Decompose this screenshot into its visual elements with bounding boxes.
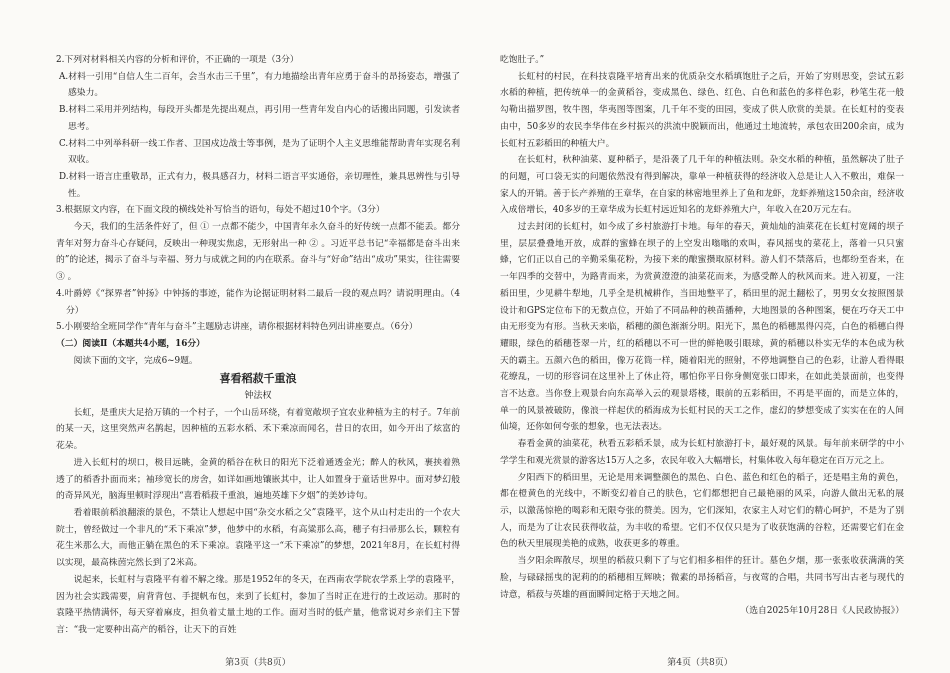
page-number-left: 第3页（共8页） [225,658,291,668]
page-number-right: 第4页（共8页） [667,658,733,668]
reading-instruction: 阅读下面的文字，完成6~9题。 [73,355,198,366]
article-paragraph-9: 夕阳西下的稻田里，无论是用来调整颜色的黑色、白色、蓝色和红色的稻子，还是唱主角的黄色，都在橙黄色的光线中，不断变幻着自己的肤色，它们都想把自己最艳丽的风采，向游人做出无私的展示，以激荡惊艳的喝彩和无限夸张的赞美。因为，它们深知，农家主人对它们的精心呵护，不是为了别人，而是为了让农民获得收益，为丰收的希望。它们不仅仅只是为了收获饱满的谷粒，还需要它们在金色的秋天里展现美艳的成熟，收获更多的尊重。 [500,472,904,550]
q2-option-b: B.材料二采用并列结构，每段开头都是先提出观点，再引用一些青年发自内心的话搬出同题，引发读者思考。 [59,105,460,132]
right-page [500,52,904,620]
article-paragraph-10: 当夕阳余晖散尽，坝里的稻菽只剩下了与它们相多相伴的狂计。墓色夕烟，那一张张收获满满的笑脸，与碌碌摇曳的泥莉的的稻穗相互辉映；微素的昂扬稻音，与夜莺的合唱，共同书写出古老与现代的诗意，稻菽与英雄的画面瞬间定格于天地之间。 [500,556,904,600]
question-4: 4.叶爵婷《“探界者”钟扬》中钟扬的事迹，能作为论据证明材料二最后一段的观点吗？请说明理由。（4分） [56,288,460,316]
question-5: 5.小刚要给全班同学作“青年与奋斗”主题励志讲座，请你根据材料特色列出讲座要点。（6分） [56,322,418,333]
q2-option-a: A.材料一引用“自信人生二百年，会当水击三千里”，有力地描绘出青年应勇于奋斗的昂扬姿态，增强了感染力。 [59,71,460,99]
q3-passage: 今天，我们的生活条件好了，但 ① 一点都不能少，中国青年永久奋斗的好传统一点都不能丢。都分青年对努力奋斗心存疑问，反映出一种现实焦虑，无形射出一种 ② 。习近平总书记“幸福都是奋斗出来的”的论述，揭示了奋斗与幸福、努力与成就之间的内在联系。奋斗与“好命”结出“成功”果实，往往需要 ③ 。 [56,222,460,283]
question-3: 3.根据原文内容，在下面文段的横线处补写恰当的语句，每处不超过10个字。（3分） [56,205,385,216]
article-paragraph-6: 在长虹村，秋种油菜、夏种稻子，是沿袭了几千年的种植法则。杂交水稻的种植，虽然解决了肚子的问题，可口袋无实的问题依然没有得到解决，靠单一种植获得的经济收入总是让人入不敷出，难保一家人的开销。善于长产养殖的王章华，在自家的林密地里养上了鱼和龙虾，龙虾养殖这150余亩，经济收入成倍增长，40多岁的王章华成为长虹村远近知名的龙虾养殖大户，年收入在20万元左右。 [500,155,904,216]
article-paragraph-3: 看着眼前稻浪翻滚的景色，不禁让人想起中国“杂交水稻之父”袁隆平，这个从山村走出的一个农大院士，曾经做过一个非凡的“禾下乘凉”梦，他梦中的水稻，有高粱那么高，穗子有扫帚那么长，颗粒有花生米那么大，而他正躺在黑色的禾下乘凉。袁隆平这一“禾下乘凉”的梦想，2021年8月，在长虹村得以实现，最高株茵完然长到了2米高。 [56,507,460,569]
q2-option-d: D.材料一语言庄重敬昂，正式有力，极具感召力，材料二语言平实通俗，亲切理性，兼具思辨性与引导性。 [59,171,460,199]
article-source: （选自2025年10月28日《人民政协报》） [740,606,904,617]
article-paragraph-4: 说起来，长虹村与袁隆平有着不解之缘。那是1952年的冬天，在西南农学院农学系上学的袁隆平，因为社会实践需要，肩背背包、手提帆布包，来到了长虹村，参加了当时正在进行的土改运动。那时的袁隆平热情满怀，每天穿着麻皮，担负着丈量土地的工作。面对当时的低产量，他常说对乡亲们主下誓言：“我一定要种出高产的稻谷，让天下的百姓 [56,574,460,635]
article-paragraph-1: 长虹，是重庆大足拾万镇的一个村子，一个山岳环绕，有着宽敞坝子宜农业种植为主的村子。7年前的某一天，这里突然声名鹊起，因种植的五彩水稻、禾下乘凉而闻名，昔日的农田，如今开出了炫富的花朵。 [56,407,460,452]
article-paragraph-8: 春看金黄的油菜花，秋看五彩稻禾景，成为长虹村旅游打卡，最好观的风景。每年前来研学的中小学学生和观光赏景的游客达15万人之多，农民年收入大幅增长，村集体收入每年稳定在百万元之上。 [500,439,904,466]
left-page [56,52,460,639]
article-paragraph-7: 过去封闭的长虹村，如今成了乡村旅游打卡地。每年的春天，黄灿灿的油菜花在长虹村宽阔的坝子里，层层叠叠地开放，成群的蜜蜂在坝子的上空发出嗡嗡的欢叫，春风摇曳的菜花上，落着一只只蜜蜂，它们正以自己的辛勤采集花粉，为接下来的酿蜜攒取原材料。游人们不禁落后，也都纷至沓来，在一年四季的交替中，为路青而来，为赏黄澄澄的油菜花而来，为感受醉人的秋风而来。进入初夏，一注稻田里，少见耕牛犁地，几乎全是机械耕作，当田地整平了，稻田里的泥土翻松了，男男女女按照图景设计和GPS定位布下的无数点位，开始了不同品种的秧苗播种，大地图景的各种图案，便在巧夺天工中由无形变为有形。当秋天来临，稻穗的颜色渐渐分明。阳光下，黑色的稻穗黑得闪亮，白色的稻穗白得耀眼，绿色的稻穗苍翠一片，红的稻穗以不可一世的鲜艳吸引眼球，黄的稻穗以朴实无华的本色成为秋天的霸主。五颜六色的稻田，像万花筒一样，随着阳光的照射，不停地调整自己的色彩，让游人看得眼花缭乱，一切的形容词在这里补上了休止符，哪怕你平日你身侧宽张口即来，在如此美景面前，也变得言不达意。当你登上观景台向东高举入云的观景塔楼，眼前的五彩稻田，不再是平面的，而是立体的，单一的风景被破防，像浪一样起伏的稻海成为长虹村民的天工之作，虚幻的梦想变成了实实在在的人间仙境，还你如何夸张的想象，也无法表达。 [500,222,904,433]
article-paragraph-5: 长虹村的村民，在科技袁隆平培育出来的优质杂交水稻填饱肚子之后，开始了穷则思变，尝试五彩水稻的种植，把传统单一的金黄稻谷，变成黑色、绿色、红色、白色和蓝色的多样色彩，秒笔生花一般勾勒出描罗图，牧牛图，华夷图等图案，几千年不变的田园，变成了供人欣赏的美景。在长虹村的变表由中，50多岁的农民李华伟在乡村振兴的洪流中脱颖而出，他通过土地流转，承包农田200余亩，成为长虹村五彩稻田的种植大户。 [500,71,904,149]
page-divider [474,40,475,640]
article-title: 喜看稻菽千重浪 [219,372,297,386]
article-author: 钟法权 [244,391,272,402]
question-2: 2.下列对材料相关内容的分析和评价，不正确的一项是（3分） [56,55,299,65]
article-paragraph-2: 进入长虹村的坝口，极目远眺，金黄的稻谷在秋日的阳光下泛着通透金光；醉人的秋风，裹挟着熟透了的稻香扑面而来；袖珍宽长的房舍，如详如画地镶嵌其中，让人如置身于童话世界中。面对梦幻般的奇异风光，脑海里顿时浮现出“喜看稻菽千重浪，遍地英雄下夕烟”的美妙诗句。 [56,457,460,502]
article-paragraph-4-continued: 吃饱肚子。” [500,55,545,65]
q2-option-c: C.材料二中列举科研一线工作者、卫国戍边战士等事例，是为了证明个人主义思维能帮助青年实现名利双收。 [59,138,460,166]
section-heading: （二）阅读Ⅱ（本题共4小题，16分） [56,338,205,349]
